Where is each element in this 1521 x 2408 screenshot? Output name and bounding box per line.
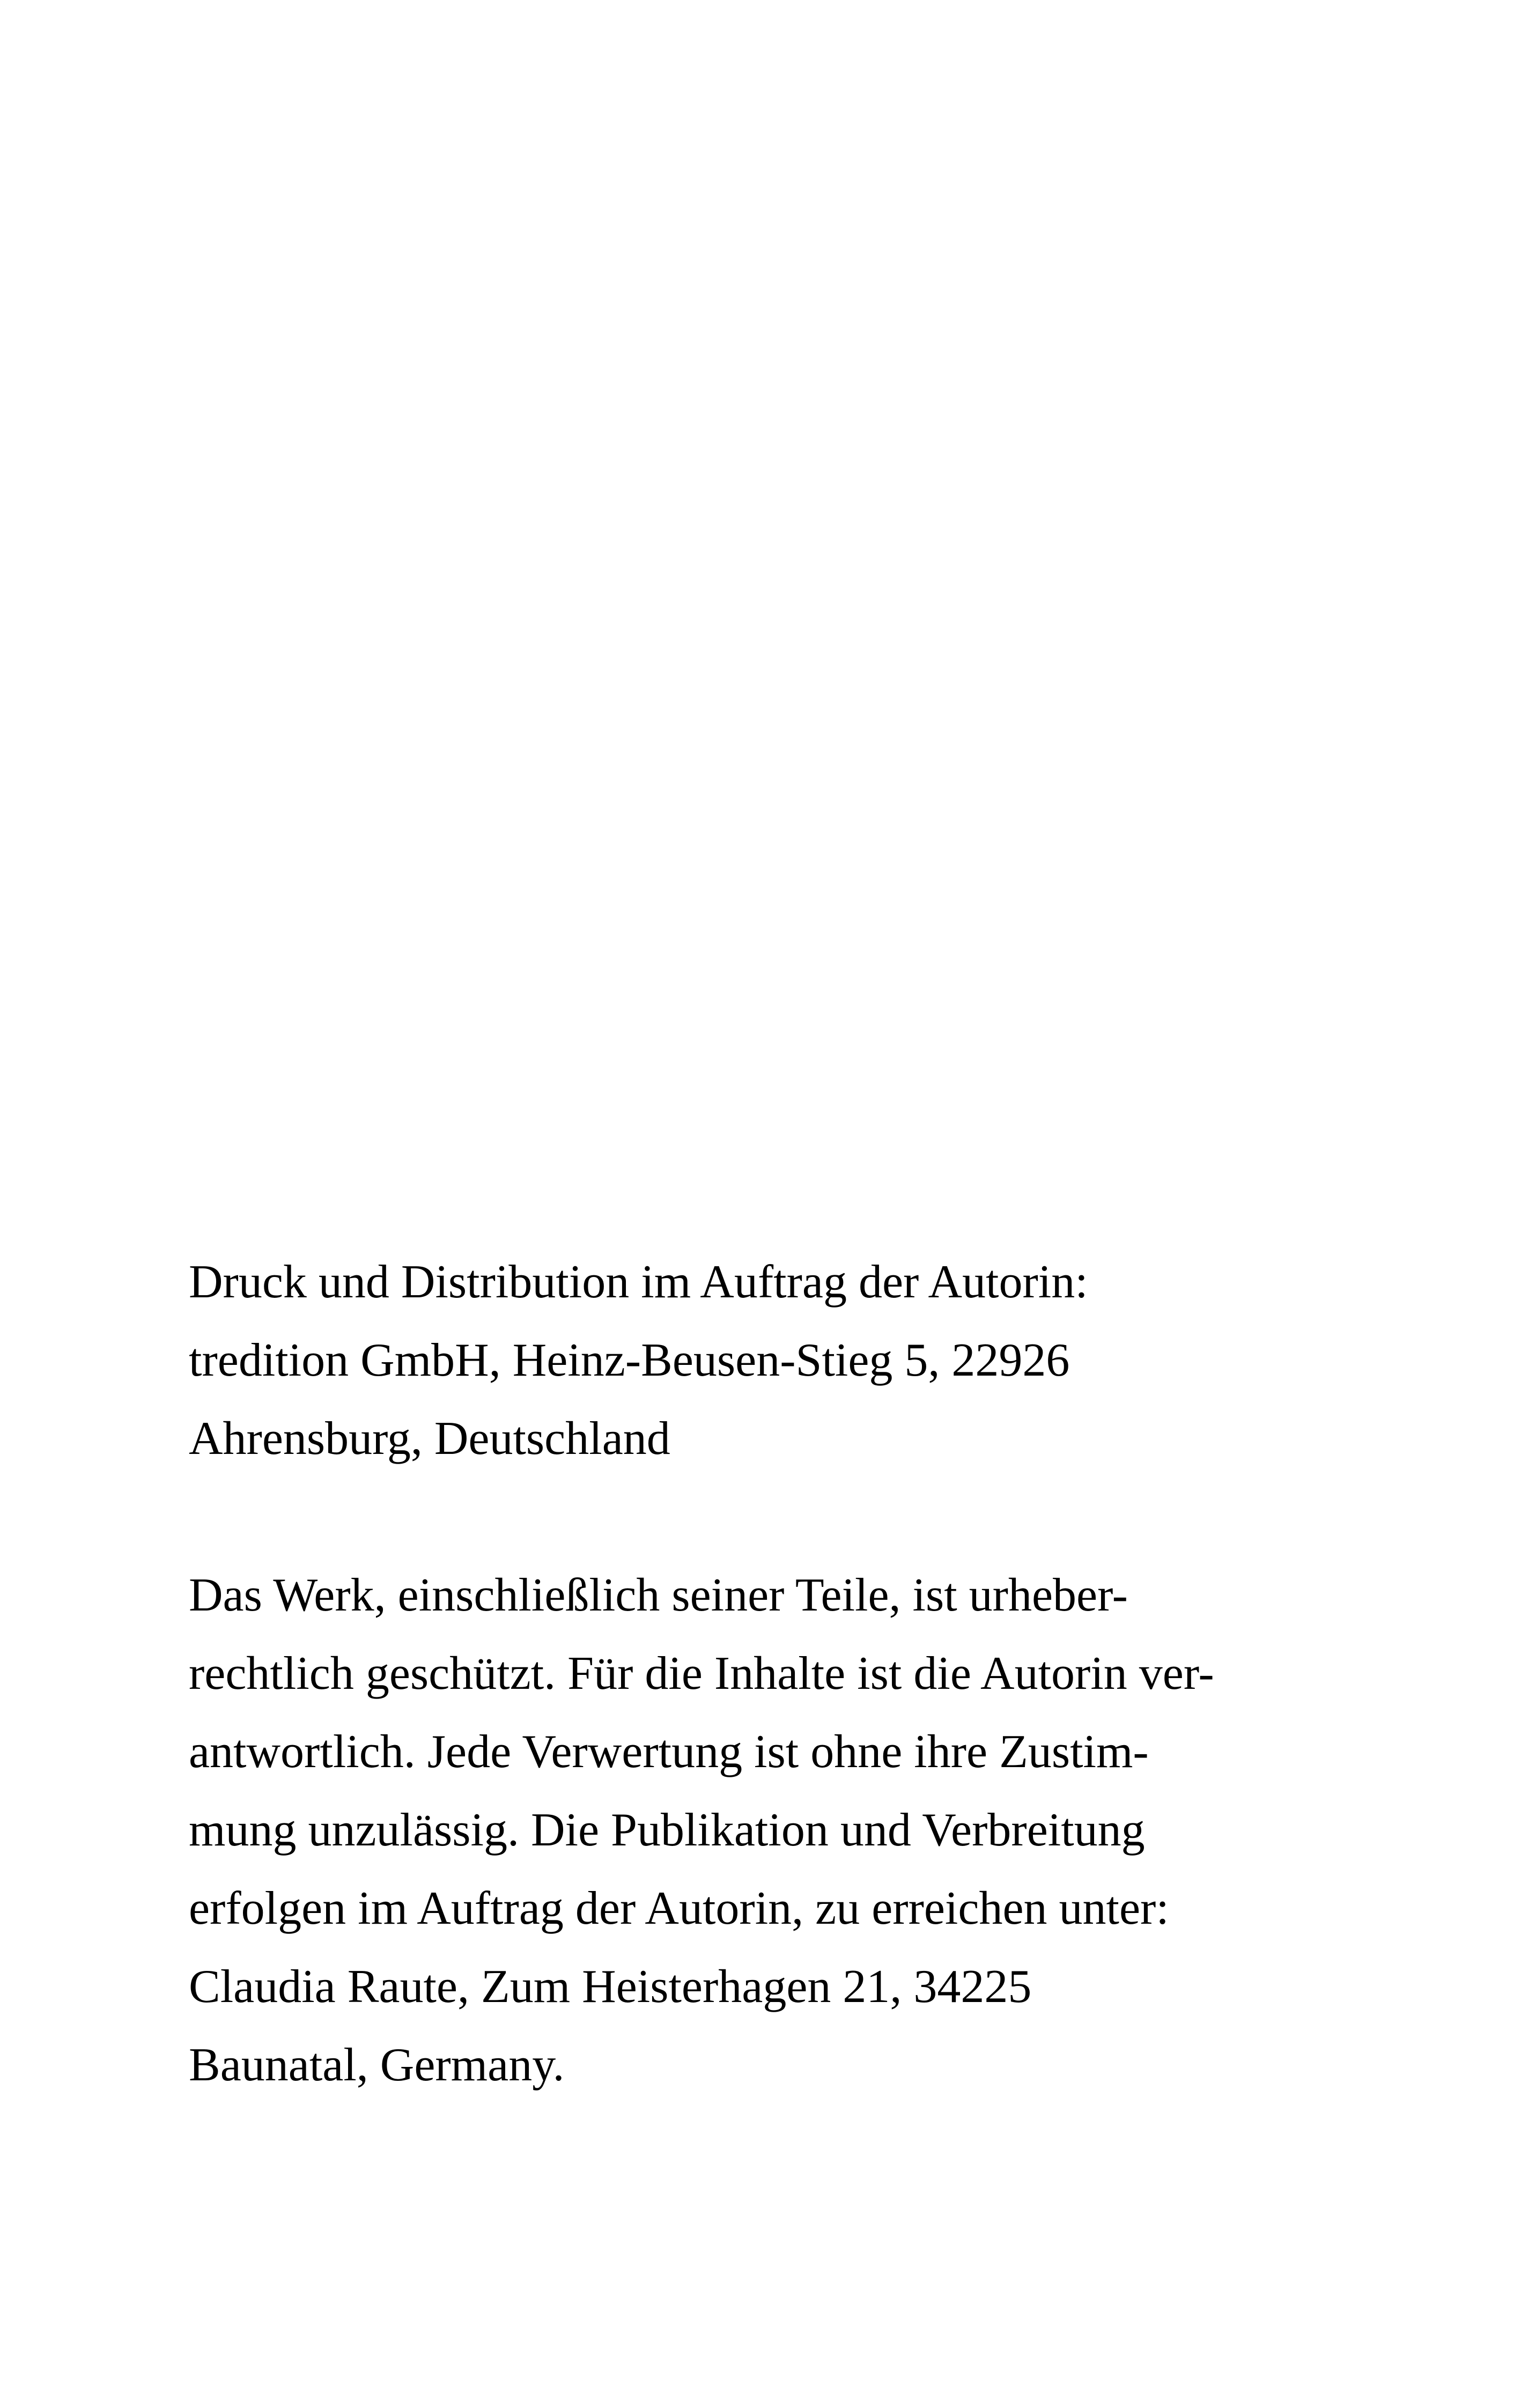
copyright-line: antwortlich. Jede Verwertung ist ohne ihre Zustim- [189, 1726, 1149, 1778]
copyright-line: Claudia Raute, Zum Heisterhagen 21, 34225 [189, 1961, 1032, 2013]
printer-line: Druck und Distribution im Auftrag der Autorin: [189, 1256, 1088, 1308]
paragraph-spacer [189, 1478, 1315, 1556]
copyright-line: mung unzulässig. Die Publikation und Verbreitung [189, 1804, 1145, 1856]
printer-line: tredition GmbH, Heinz-Beusen-Stieg 5, 22926 [189, 1334, 1070, 1386]
printer-paragraph [189, 1243, 1315, 1478]
copyright-line: Baunatal, Germany. [189, 2039, 565, 2091]
copyright-line: Das Werk, einschließlich seiner Teile, ist urheber- [189, 1569, 1128, 1621]
copyright-line: rechtlich geschützt. Für die Inhalte ist die Autorin ver- [189, 1648, 1214, 1700]
imprint-section [189, 1243, 1315, 2104]
printer-line: Ahrensburg, Deutschland [189, 1413, 670, 1465]
copyright-line: erfolgen im Auftrag der Autorin, zu erreichen unter: [189, 1882, 1169, 1934]
copyright-paragraph [189, 1556, 1315, 2104]
